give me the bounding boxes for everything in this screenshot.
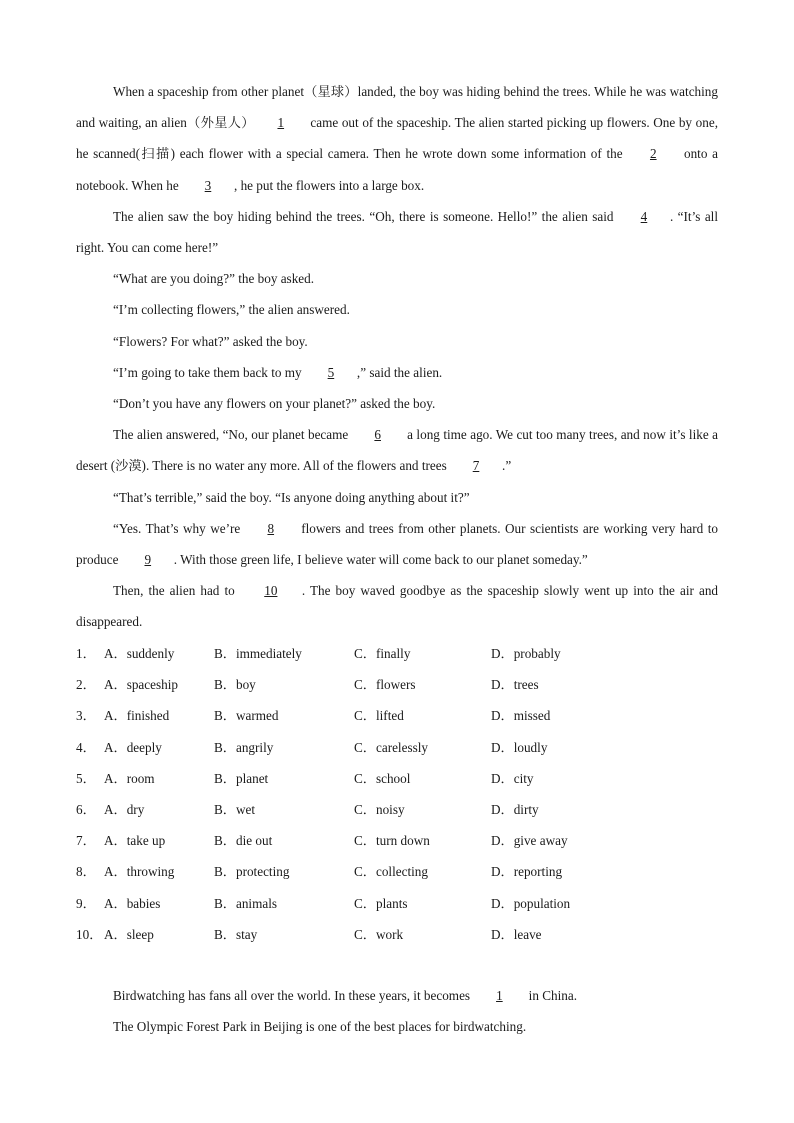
paragraph: “What are you doing?” the boy asked.	[113, 271, 315, 287]
option-b: B．wet	[214, 801, 256, 817]
question-row	[76, 919, 718, 950]
option-c: C．carelessly	[354, 739, 428, 755]
blank-9: 9	[144, 552, 152, 568]
text: . With those green life, I believe water will come back to our planet someday.”	[173, 552, 588, 568]
option-a: A．babies	[104, 895, 161, 911]
question-number: 5．	[76, 770, 96, 786]
blank-6: 6	[374, 427, 381, 443]
question-row	[76, 856, 718, 887]
paragraph	[76, 201, 718, 263]
option-d: D．leave	[491, 926, 542, 942]
paragraph: The Olympic Forest Park in Beijing is one of the best places for birdwatching.	[113, 1019, 527, 1035]
question-row	[76, 825, 718, 856]
option-d: D．population	[491, 895, 571, 911]
option-a: A．room	[104, 770, 155, 786]
text: . “It’s all right. You can come here!”	[76, 208, 719, 256]
option-d: D．reporting	[491, 864, 563, 880]
blank-7: 7	[472, 458, 480, 474]
text: The alien saw the boy hiding behind the trees. “Oh, there is someone. Hello!” the alien said	[113, 208, 618, 224]
question-row	[76, 732, 718, 763]
option-c: C．lifted	[354, 708, 404, 724]
text: Birdwatching has fans all over the world. In these years, it becomes	[113, 988, 474, 1003]
option-b: B．warmed	[214, 708, 279, 724]
option-d: D．city	[491, 770, 534, 786]
option-c: C．work	[354, 926, 404, 942]
option-c: C．flowers	[354, 677, 416, 693]
option-c: C．finally	[354, 646, 411, 661]
text: “Yes. That’s why we’re	[113, 520, 245, 536]
text: . The boy waved goodbye as the spaceship slowly went up into the air and disappeared.	[76, 583, 719, 630]
blank-1: 1	[496, 988, 503, 1003]
cloze-passage-1	[76, 76, 718, 638]
question-number: 7．	[76, 833, 96, 849]
question-number: 3．	[76, 708, 96, 724]
paragraph	[76, 76, 718, 201]
option-b: B．protecting	[214, 864, 290, 880]
question-row	[76, 700, 718, 731]
text: When a spaceship from other planet（星球）landed, the boy was hiding behind the trees. While he was watching and waiting, an alien（外星人）	[76, 84, 718, 131]
blank-4: 4	[640, 208, 648, 224]
option-a: A．dry	[104, 801, 145, 817]
question-row	[76, 669, 718, 700]
question-number: 1．	[76, 646, 96, 661]
question-number: 9．	[76, 895, 96, 911]
text: , he put the flowers into a large box.	[233, 177, 425, 193]
text: .”	[502, 458, 512, 474]
option-b: B．boy	[214, 677, 256, 693]
question-row	[76, 763, 718, 794]
paragraph: “That’s terrible,” said the boy. “Is anyone doing anything about it?”	[113, 489, 470, 505]
paragraph: “Flowers? For what?” asked the boy.	[113, 333, 308, 349]
option-b: B．immediately	[214, 646, 302, 661]
option-b: B．stay	[214, 926, 258, 942]
question-number: 2．	[76, 677, 96, 693]
option-a: A．take up	[104, 833, 166, 849]
option-b: B．die out	[214, 833, 273, 849]
option-b: B．angrily	[214, 739, 274, 755]
question-number: 6．	[76, 801, 96, 817]
option-d: D．dirty	[491, 801, 539, 817]
paragraph	[76, 513, 718, 575]
blank-2: 2	[649, 146, 657, 162]
option-d: D．loudly	[491, 739, 548, 755]
question-number: 10．	[76, 926, 103, 942]
text: came out of the spaceship. The alien started picking up flowers. One by one, he scanned(扫描) each flower with a special camera. Then he wrote down some information of the	[76, 115, 718, 162]
question-row	[76, 638, 718, 669]
paragraph: “Don’t you have any flowers on your planet?” asked the boy.	[113, 396, 436, 412]
option-d: D．probably	[491, 646, 561, 661]
text: flowers and trees from other planets. Our scientists are working very hard to produce	[76, 520, 718, 568]
question-row	[76, 888, 718, 919]
paragraph	[76, 357, 718, 388]
option-a: A．finished	[104, 708, 170, 724]
blank-10: 10	[264, 583, 278, 599]
option-a: A．deeply	[104, 739, 162, 755]
option-b: B．planet	[214, 770, 269, 786]
option-d: D．missed	[491, 708, 551, 724]
option-a: A．suddenly	[104, 646, 175, 661]
paragraph	[76, 575, 718, 637]
option-a: A．sleep	[104, 926, 154, 942]
text: The alien answered, “No, our planet became	[113, 427, 352, 443]
text: in China.	[525, 988, 578, 1003]
option-d: D．give away	[491, 833, 568, 849]
paragraph	[76, 419, 718, 481]
answer-options	[76, 638, 718, 950]
blank-1: 1	[277, 115, 285, 131]
question-number: 8．	[76, 864, 96, 880]
text: onto a notebook. When he	[76, 146, 718, 193]
paragraph: “I’m collecting flowers,” the alien answered.	[113, 302, 350, 318]
option-a: A．throwing	[104, 864, 175, 880]
blank-3: 3	[204, 177, 212, 193]
option-c: C．plants	[354, 895, 408, 911]
option-a: A．spaceship	[104, 677, 178, 693]
text: a long time ago. We cut too many trees, and now it’s like a desert (沙漠). There is no water any more. All of the flowers and trees	[76, 427, 718, 474]
option-c: C．collecting	[354, 864, 428, 880]
text: Then, the alien had to	[113, 583, 240, 599]
blank-5: 5	[327, 364, 335, 380]
paragraph	[76, 980, 718, 1011]
option-c: C．turn down	[354, 833, 430, 849]
question-row	[76, 794, 718, 825]
option-d: D．trees	[491, 677, 539, 693]
question-number: 4．	[76, 739, 96, 755]
cloze-passage-2	[76, 980, 718, 1042]
text: ,” said the alien.	[356, 364, 443, 380]
blank-8: 8	[267, 520, 275, 536]
option-c: C．school	[354, 770, 411, 786]
option-b: B．animals	[214, 895, 278, 911]
option-c: C．noisy	[354, 801, 405, 817]
text: “I’m going to take them back to my	[113, 364, 305, 380]
